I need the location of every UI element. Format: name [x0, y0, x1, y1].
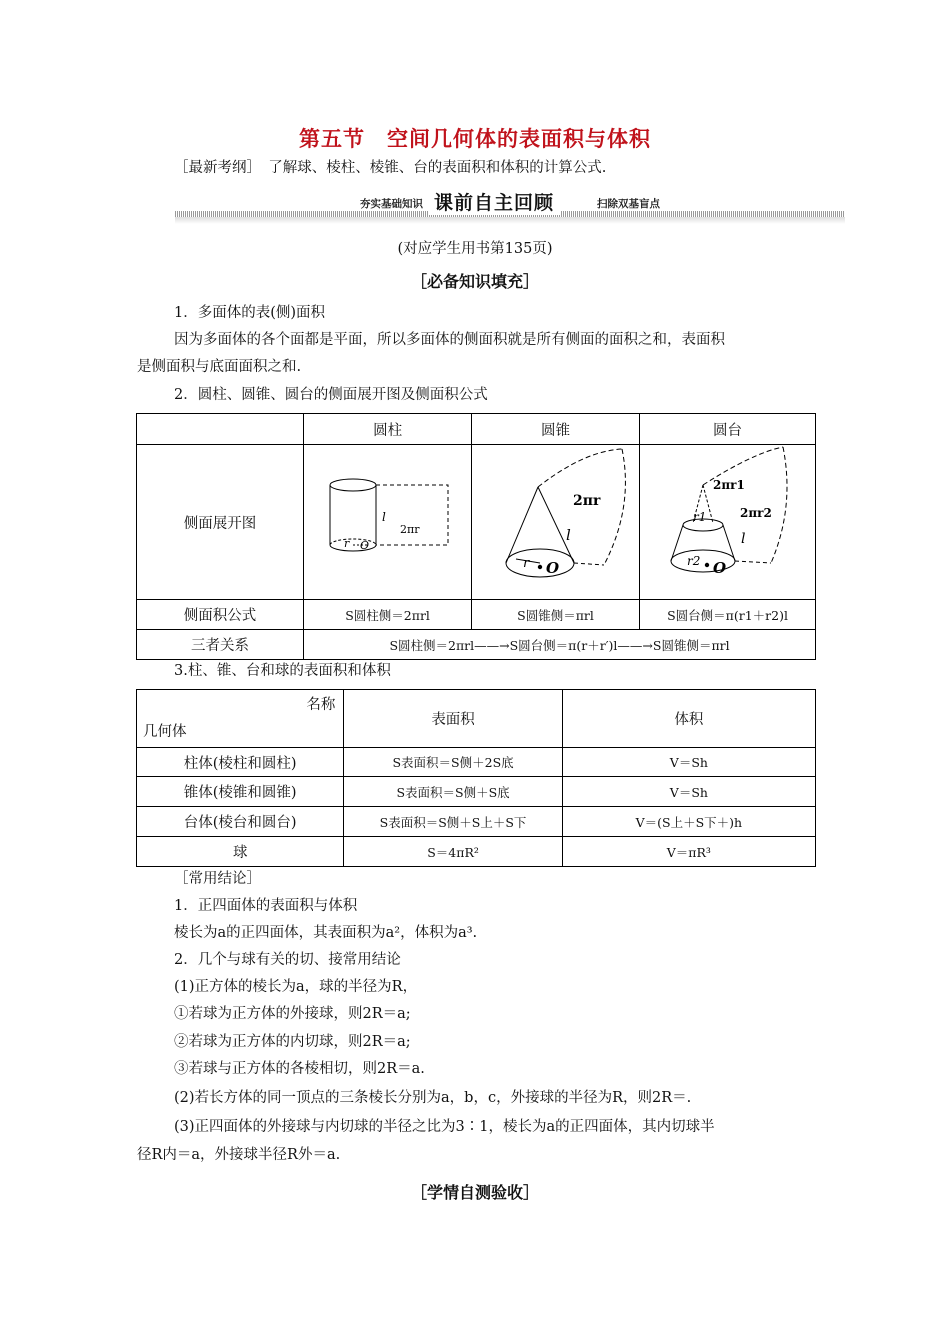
frustum-volume: V＝(S上＋S下＋)h [562, 807, 815, 837]
frustum-2pir1-label: 2πr1 [712, 478, 745, 492]
band-title: 课前自主回顾 [428, 188, 560, 215]
conclusion2-part1c: ③若球与正方体的各棱相切，则2R＝a. [174, 1061, 425, 1077]
frustum-2pir2-label: 2πr2 [739, 506, 772, 520]
table1-header-cone: 圆锥 [472, 414, 640, 445]
conclusion2-title: 2．几个与球有关的切、接常用结论 [174, 952, 401, 968]
cylinder-lateral-formula: S圆柱侧＝2πrl [304, 600, 472, 630]
band-left-text: 夯实基础知识 [356, 196, 427, 211]
frustum-r1-label: r1 [692, 510, 706, 524]
band-shadow [175, 217, 845, 224]
row-label-relation: 三者关系 [137, 630, 304, 660]
frustum-lateral-formula: S圆台侧＝π(r1＋r2)l [640, 600, 816, 630]
relation-formula: S圆柱侧＝2πrl——→S圆台侧＝π(r＋r′)l——→S圆锥侧＝πrl [304, 630, 816, 660]
cyl-o-label: O [359, 539, 369, 552]
item1-body-line2: 是侧面积与底面面积之和. [137, 359, 302, 375]
conclusion2-part1b: ②若球为正方体的内切球，则2R＝a; [174, 1034, 411, 1050]
lateral-area-table [136, 413, 816, 660]
page-title: 第五节 空间几何体的表面积与体积 [299, 127, 651, 151]
conclusion2-part1a: ①若球为正方体的外接球，则2R＝a; [174, 1006, 411, 1022]
item1-body-line1: 因为多面体的各个面都是平面，所以多面体的侧面积就是所有侧面的面积之和，表面积 [174, 332, 725, 348]
cylinder-unfold-diagram [304, 445, 472, 600]
header-surface-area: 表面积 [344, 690, 562, 748]
pyramid-area: S表面积＝S侧＋S底 [344, 777, 562, 807]
table2-corner-cell [137, 690, 344, 748]
frustum-area: S表面积＝S侧＋S上＋S下 [344, 807, 562, 837]
item1-title: 1．多面体的表(侧)面积 [174, 305, 326, 321]
prism-name: 柱体(棱柱和圆柱) [137, 748, 344, 777]
conclusion2-part3-line2: 径R内＝a，外接球半径R外＝a. [137, 1147, 341, 1163]
pyramid-name: 锥体(棱锥和圆锥) [137, 777, 344, 807]
section-heading-knowledge: ［必备知识填充］ [410, 272, 539, 291]
corner-solid-label: 几何体 [143, 724, 187, 740]
cone-unfold-diagram [472, 445, 640, 600]
frustum-r2-label: r2 [686, 554, 700, 568]
area-volume-table [136, 689, 816, 867]
reference-page: (对应学生用书第135页) [397, 241, 553, 257]
conclusions-heading: ［常用结论］ [174, 871, 261, 887]
conclusion2-part3-line1: (3)正四面体的外接球与内切球的半径之比为3∶1，棱长为a的正四面体，其内切球半 [174, 1119, 715, 1135]
sphere-name: 球 [137, 837, 344, 867]
table1-header-cylinder: 圆柱 [304, 414, 472, 445]
cyl-l-label: l [381, 510, 386, 524]
syllabus: ［最新考纲］ 了解球、棱柱、棱锥、台的表面积和体积的计算公式. [174, 160, 607, 176]
conclusion1-body: 棱长为a的正四面体，其表面积为a²，体积为a³. [174, 925, 478, 941]
conclusion2-part2: (2)若长方体的同一顶点的三条棱长分别为a，b，c，外接球的半径为R，则2R＝. [174, 1090, 692, 1106]
row-label-unfold: 侧面展开图 [137, 445, 304, 600]
corner-name-label: 名称 [306, 697, 336, 713]
sphere-area: S＝4πR² [344, 837, 562, 867]
cyl-r-label: r [343, 537, 349, 550]
prism-area: S表面积＝S侧＋2S底 [344, 748, 562, 777]
table1-corner [137, 414, 304, 445]
cone-l-label: l [565, 526, 571, 544]
frustum-l-label: l [740, 531, 745, 547]
frustum-name: 台体(棱台和圆台) [137, 807, 344, 837]
frustum-unfold-diagram [640, 445, 816, 600]
row-label-formula: 侧面积公式 [137, 600, 304, 630]
sphere-volume: V＝πR³ [562, 837, 815, 867]
cone-2pir-label: 2πr [572, 493, 600, 509]
band-right-text: 扫除双基盲点 [593, 196, 664, 211]
section-heading-selftest: ［学情自测验收］ [410, 1183, 539, 1202]
header-volume: 体积 [562, 690, 815, 748]
item3-title: 3.柱、锥、台和球的表面积和体积 [174, 663, 391, 679]
cone-lateral-formula: S圆锥侧＝πrl [472, 600, 640, 630]
conclusion2-part1: (1)正方体的棱长为a，球的半径为R， [174, 979, 418, 995]
cone-r-label: r [522, 556, 529, 571]
item2-title: 2．圆柱、圆锥、圆台的侧面展开图及侧面积公式 [174, 387, 488, 403]
prism-volume: V＝Sh [562, 748, 815, 777]
conclusion1-title: 1．正四面体的表面积与体积 [174, 898, 358, 914]
frustum-o-label: O [712, 559, 726, 577]
cone-o-label: O [545, 559, 559, 577]
cyl-2pir-label: 2πr [399, 523, 420, 536]
pyramid-volume: V＝Sh [562, 777, 815, 807]
table1-header-frustum: 圆台 [640, 414, 816, 445]
